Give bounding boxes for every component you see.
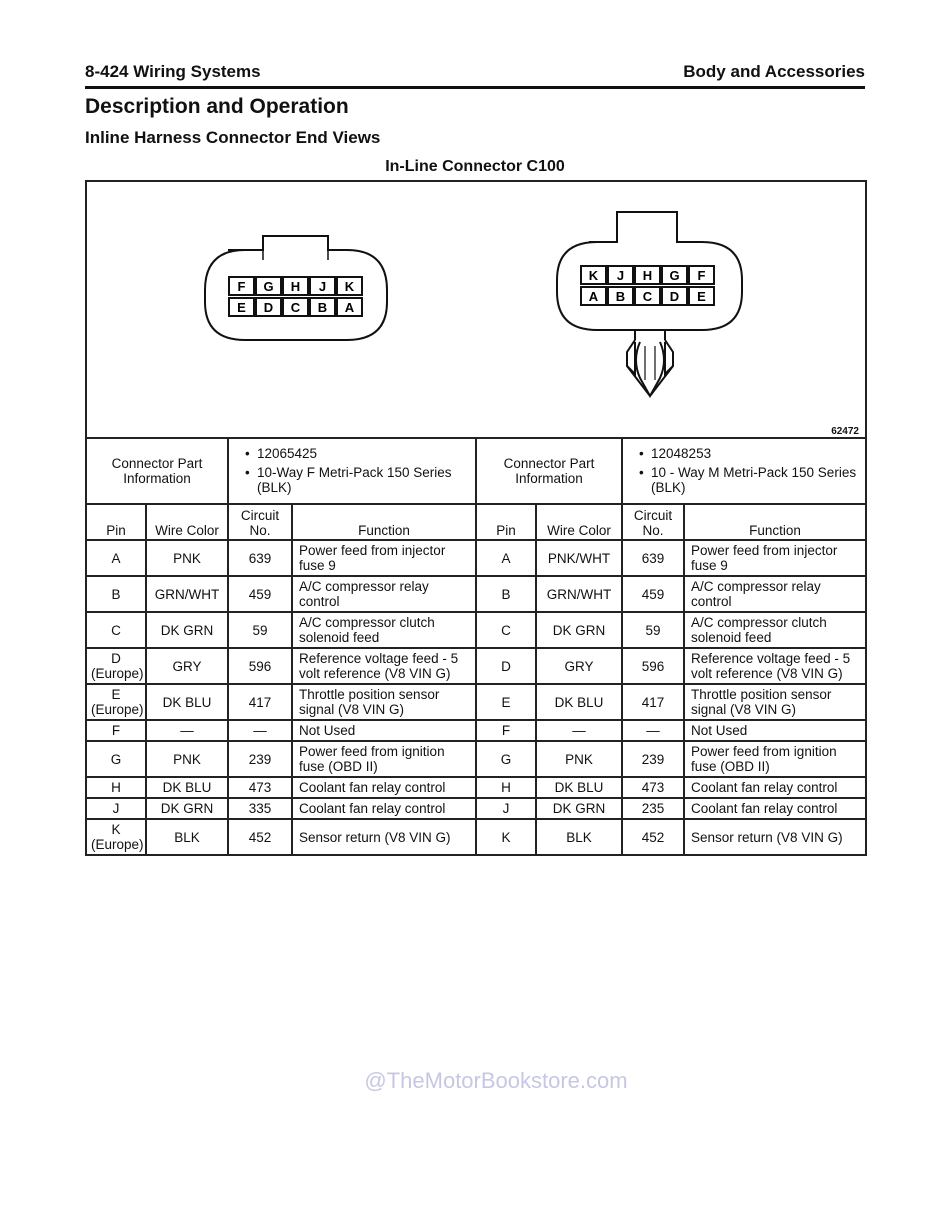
chapter-title: Body and Accessories [683,62,865,81]
connector-diagram [85,180,867,439]
function-cell: Not Used [684,720,866,741]
wire-color-cell: BLK [536,819,622,855]
connector-end-views [87,182,865,439]
wire-color-cell: GRY [146,648,228,684]
wire-color-cell: — [536,720,622,741]
function-cell: Not Used [292,720,476,741]
circuit-cell: 417 [622,684,684,720]
function-cell: A/C compressor relay control [684,576,866,612]
wire-color-cell: DK BLU [146,684,228,720]
pin-cell: D (Europe) [86,648,146,684]
circuit-cell: — [228,720,292,741]
wire-color-cell: PNK [146,540,228,576]
function-cell: Power feed from ignition fuse (OBD II) [684,741,866,777]
table-row [86,741,866,777]
circuit-cell: 239 [622,741,684,777]
table-row [86,798,866,819]
table-row [86,576,866,612]
circuit-cell: 473 [622,777,684,798]
circuit-cell: 59 [228,612,292,648]
left-part-info [228,438,476,504]
table-row [86,777,866,798]
circuit-cell: 596 [622,648,684,684]
function-cell: A/C compressor clutch solenoid feed [684,612,866,648]
function-cell: Reference voltage feed - 5 volt reference (V8 VIN G) [292,648,476,684]
pin-letter: K [344,279,355,294]
function-cell: Power feed from injector fuse 9 [292,540,476,576]
function-cell: Coolant fan relay control [684,798,866,819]
pin-letter: C [642,289,653,304]
circuit-cell: 639 [228,540,292,576]
table-row [86,648,866,684]
pin-cell: H [86,777,146,798]
pin-letter: K [588,268,599,283]
circuit-cell: 459 [622,576,684,612]
pin-letter: G [263,279,274,294]
wire-color-cell: DK BLU [146,777,228,798]
table-row [86,720,866,741]
watermark: @TheMotorBookstore.com [364,1068,628,1093]
wire-color-cell: DK BLU [536,684,622,720]
pin-letter: B [317,300,328,315]
wire-color-cell: BLK [146,819,228,855]
pin-cell: E (Europe) [86,684,146,720]
circuit-cell: 459 [228,576,292,612]
locking-clip-icon [627,330,673,396]
wire-color-cell: DK GRN [536,798,622,819]
pin-cell: D [476,648,536,684]
wire-color-cell: GRN/WHT [536,576,622,612]
wire-color-cell: DK BLU [536,777,622,798]
function-cell: Power feed from injector fuse 9 [684,540,866,576]
wire-color-cell: DK GRN [536,612,622,648]
wire-color-cell: PNK [536,741,622,777]
pin-cell: H [476,777,536,798]
function-cell: Coolant fan relay control [292,777,476,798]
figure-caption: In-Line Connector C100 [385,158,565,175]
col-function: Function [684,504,866,540]
pin-letter: C [290,300,301,315]
pin-letter: D [263,300,274,315]
wire-color-cell: PNK [146,741,228,777]
pin-cell: A [476,540,536,576]
left-part-number: • 12065425 [245,446,469,461]
function-cell: A/C compressor clutch solenoid feed [292,612,476,648]
pin-cell: J [86,798,146,819]
function-cell: Coolant fan relay control [292,798,476,819]
page-section: 8-424 Wiring Systems [85,62,261,81]
function-cell: Throttle position sensor signal (V8 VIN G) [684,684,866,720]
circuit-cell: 596 [228,648,292,684]
pin-letter: H [290,279,301,294]
col-wire-color: Wire Color [536,504,622,540]
col-circuit-no: Circuit No. [228,504,292,540]
circuit-cell: 239 [228,741,292,777]
pin-letter: H [642,268,653,283]
circuit-cell: 452 [622,819,684,855]
right-part-number: • 12048253 [639,446,859,461]
col-pin: Pin [476,504,536,540]
table-row [86,612,866,648]
table-row [86,684,866,720]
function-cell: Sensor return (V8 VIN G) [292,819,476,855]
pin-letter: A [344,300,355,315]
pin-cell: C [476,612,536,648]
circuit-cell: — [622,720,684,741]
table-row [86,819,866,855]
pin-cell: G [476,741,536,777]
pin-cell: G [86,741,146,777]
circuit-cell: 59 [622,612,684,648]
pin-cell: F [86,720,146,741]
circuit-cell: 335 [228,798,292,819]
pin-letter: J [318,279,327,294]
col-wire-color: Wire Color [146,504,228,540]
circuit-cell: 452 [228,819,292,855]
circuit-cell: 473 [228,777,292,798]
circuit-cell: 417 [228,684,292,720]
section-subtitle: Inline Harness Connector End Views [85,128,381,147]
col-pin: Pin [86,504,146,540]
pin-letter: G [669,268,680,283]
pinout-table [85,437,867,856]
pin-cell: J [476,798,536,819]
col-function: Function [292,504,476,540]
wire-color-cell: DK GRN [146,798,228,819]
wire-color-cell: GRN/WHT [146,576,228,612]
function-cell: Coolant fan relay control [684,777,866,798]
pin-letter: E [237,300,246,315]
pin-letter: F [237,279,246,294]
page-header [85,60,865,89]
column-header-row [86,504,866,540]
function-cell: Reference voltage feed - 5 volt reference (V8 VIN G) [684,648,866,684]
page-title: Description and Operation [85,95,349,118]
pin-cell: B [476,576,536,612]
part-info-row [86,438,866,504]
function-cell: Throttle position sensor signal (V8 VIN G) [292,684,476,720]
figure-number: 62472 [831,426,859,437]
circuit-cell: 235 [622,798,684,819]
pin-cell: E [476,684,536,720]
wire-color-cell: — [146,720,228,741]
right-part-description: • 10 - Way M Metri-Pack 150 Series (BLK) [639,465,859,495]
right-part-info-label: Connector Part Information [476,438,622,504]
pin-cell: A [86,540,146,576]
pin-letter: D [669,289,680,304]
pin-letter: J [616,268,625,283]
left-part-info-label: Connector Part Information [86,438,228,504]
pin-letter: A [588,289,599,304]
pin-letter: E [697,289,706,304]
function-cell: Sensor return (V8 VIN G) [684,819,866,855]
pin-cell: K (Europe) [86,819,146,855]
wire-color-cell: DK GRN [146,612,228,648]
left-part-description: • 10-Way F Metri-Pack 150 Series (BLK) [245,465,469,495]
right-part-info [622,438,866,504]
function-cell: A/C compressor relay control [292,576,476,612]
right-connector-pins [581,266,714,305]
wire-color-cell: PNK/WHT [536,540,622,576]
wire-color-cell: GRY [536,648,622,684]
table-row [86,540,866,576]
col-circuit-no: Circuit No. [622,504,684,540]
pin-letter: B [615,289,626,304]
pin-cell: C [86,612,146,648]
function-cell: Power feed from ignition fuse (OBD II) [292,741,476,777]
pin-letter: F [697,268,706,283]
pin-cell: F [476,720,536,741]
left-connector-pins [229,277,362,316]
pin-cell: K [476,819,536,855]
circuit-cell: 639 [622,540,684,576]
pin-cell: B [86,576,146,612]
